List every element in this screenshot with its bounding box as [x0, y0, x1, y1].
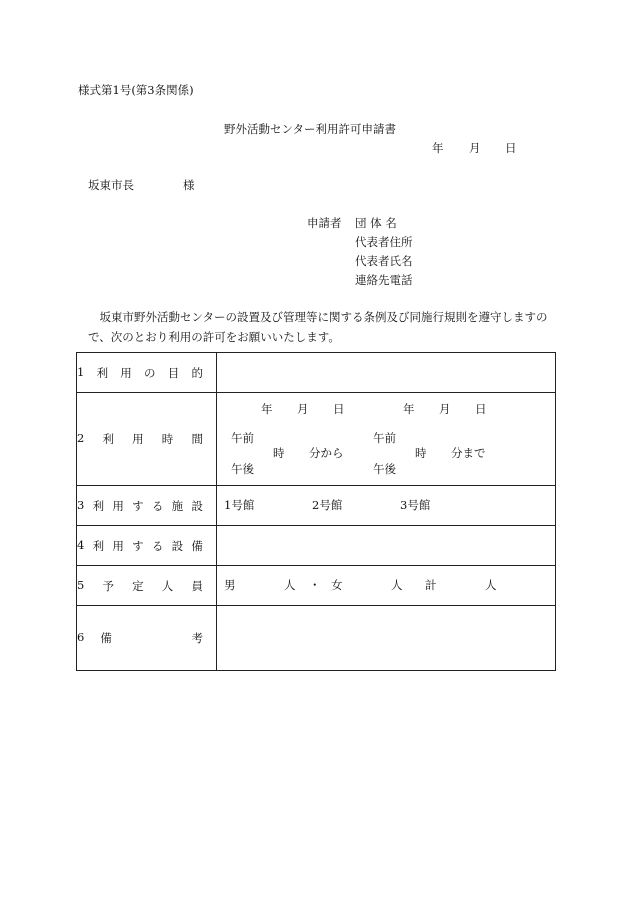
label-char: 備 — [191, 538, 203, 553]
table-row — [77, 353, 556, 393]
form-number: 様式第1号(第3条関係) — [78, 83, 194, 97]
label-char: 時 — [161, 432, 174, 446]
representative-name-label: 代表者氏名 — [355, 254, 413, 268]
male-label: 男 — [224, 578, 236, 592]
request-statement: 坂東市野外活動センターの設置及び管理等に関する条例及び同施行規則を遵守しますので、次のとおり利用の許可をお願いいたします。 — [88, 310, 548, 344]
end-month-label: 月 — [439, 402, 451, 416]
label-char: 利 — [92, 498, 105, 513]
table-row — [77, 393, 556, 486]
label-char: 利 — [96, 365, 109, 380]
start-am-label: 午前 — [231, 431, 254, 445]
facility-label — [77, 498, 203, 514]
remarks-label — [77, 630, 203, 646]
equipment-label — [77, 538, 203, 554]
facility-building-2: 2号館 — [312, 498, 343, 512]
label-char: 間 — [191, 432, 203, 446]
start-minute-from-label: 分から — [309, 446, 344, 460]
usage-time-label-cell — [77, 393, 217, 486]
table-row — [77, 566, 556, 606]
separator-dot: ・ — [309, 578, 321, 592]
row-number: 3 — [77, 497, 85, 512]
start-month-label: 月 — [297, 402, 309, 416]
table-row — [77, 526, 556, 566]
label-char: 目 — [167, 365, 180, 380]
label-char: す — [132, 498, 144, 513]
application-table — [76, 352, 556, 671]
male-person-unit: 人 — [284, 578, 296, 592]
table-row — [77, 606, 556, 671]
end-hour-label: 時 — [415, 446, 427, 460]
label-char: る — [151, 498, 164, 513]
start-pm-label: 午後 — [231, 462, 254, 476]
facility-value-cell[interactable] — [217, 486, 556, 526]
expected-attendance-label — [77, 578, 203, 594]
usage-time-label — [77, 431, 203, 447]
label-char: る — [151, 538, 164, 553]
label-char: 考 — [191, 631, 203, 645]
document-title: 野外活動センター利用許可申請書 — [224, 122, 397, 136]
female-person-unit: 人 — [391, 578, 403, 592]
expected-attendance-value-cell[interactable] — [217, 566, 556, 606]
date-day-label: 日 — [505, 141, 517, 155]
end-day-label: 日 — [475, 402, 487, 416]
total-person-unit: 人 — [485, 578, 497, 592]
applicant-label: 申請者 — [307, 216, 342, 230]
label-char: 用 — [132, 432, 144, 446]
row-number: 2 — [77, 431, 85, 445]
date-year-label: 年 — [432, 141, 444, 155]
label-char: 人 — [161, 578, 174, 593]
equipment-label-cell — [77, 526, 217, 566]
label-char: の — [144, 365, 156, 380]
end-pm-label: 午後 — [373, 462, 396, 476]
remarks-value-cell[interactable] — [217, 606, 556, 671]
addressee-name: 坂東市長 — [88, 178, 134, 192]
label-char: す — [132, 538, 144, 553]
expected-attendance-label-cell — [77, 566, 217, 606]
applicant-group-name-label: 団 体 名 — [355, 216, 397, 230]
total-label: 計 — [425, 578, 437, 592]
label-char: 設 — [191, 498, 203, 513]
application-date-line — [0, 143, 630, 157]
row-number: 6 — [77, 630, 85, 644]
representative-address-label: 代表者住所 — [355, 235, 413, 249]
facility-building-3: 3号館 — [400, 498, 431, 512]
label-char: 員 — [191, 578, 203, 593]
purpose-label — [77, 365, 203, 381]
purpose-label-cell — [77, 353, 217, 393]
label-char: 用 — [112, 538, 124, 553]
addressee-honorific: 様 — [183, 178, 195, 192]
start-hour-label: 時 — [273, 446, 285, 460]
label-char: 利 — [92, 538, 105, 553]
label-char: 設 — [171, 538, 184, 553]
date-month-label: 月 — [469, 141, 481, 155]
end-minute-until-label: 分まで — [451, 446, 486, 460]
remarks-label-cell — [77, 606, 217, 671]
row-number: 4 — [77, 537, 85, 552]
facility-building-1: 1号館 — [224, 498, 255, 512]
start-day-label: 日 — [333, 402, 345, 416]
label-char: 用 — [120, 365, 132, 380]
label-char: 的 — [191, 365, 203, 380]
end-year-label: 年 — [403, 402, 415, 416]
label-char: 定 — [132, 578, 144, 593]
female-label: 女 — [331, 578, 343, 592]
start-year-label: 年 — [261, 402, 273, 416]
label-char: 予 — [102, 578, 114, 593]
equipment-value-cell[interactable] — [217, 526, 556, 566]
label-char: 備 — [100, 631, 112, 645]
end-am-label: 午前 — [373, 431, 396, 445]
row-number: 1 — [77, 364, 85, 379]
label-char: 施 — [171, 498, 184, 513]
purpose-value-cell[interactable] — [217, 353, 556, 393]
usage-time-value-cell[interactable] — [217, 393, 556, 486]
facility-label-cell — [77, 486, 217, 526]
contact-phone-label: 連絡先電話 — [355, 273, 413, 287]
label-char: 用 — [112, 498, 124, 513]
table-row — [77, 486, 556, 526]
row-number: 5 — [77, 577, 85, 592]
label-char: 利 — [102, 432, 114, 446]
